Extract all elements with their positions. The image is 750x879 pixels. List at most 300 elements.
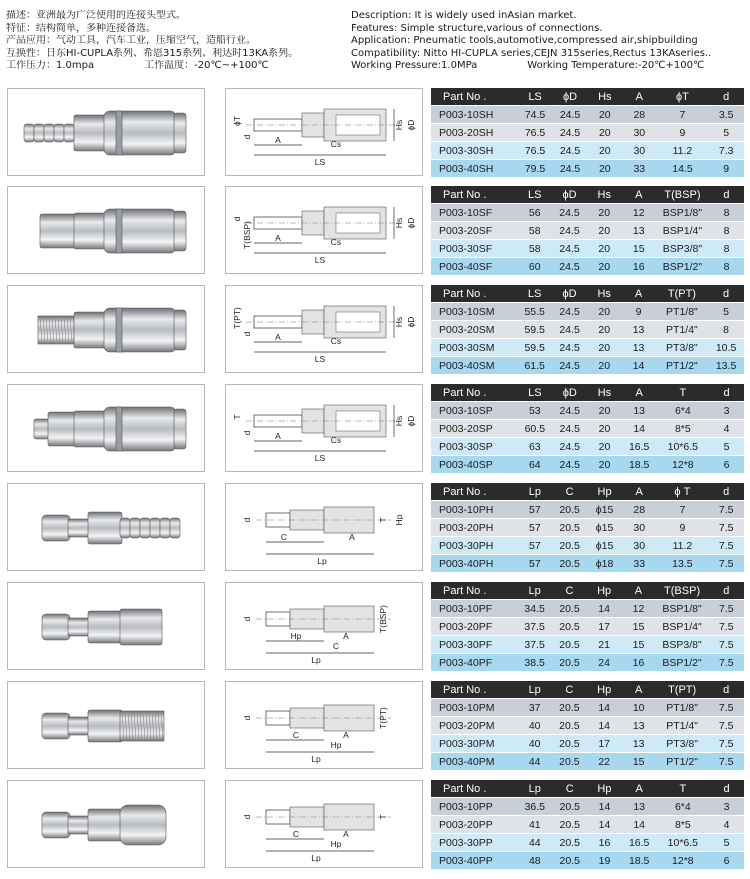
spec-value: 20.5 xyxy=(552,654,587,672)
spec-value: 5 xyxy=(709,834,744,852)
part-number: P003-20SF xyxy=(431,222,517,240)
spec-value: 20 xyxy=(587,303,621,321)
spec-value: 20.5 xyxy=(552,735,587,753)
spec-value: 20.5 xyxy=(552,555,587,573)
spec-value: 19 xyxy=(587,852,622,870)
spec-value: 20 xyxy=(588,124,623,142)
drawing-label: T(PT) xyxy=(378,707,388,729)
spec-value: 7.5 xyxy=(708,555,744,573)
table-header-row xyxy=(431,384,744,402)
spec-value: 63 xyxy=(517,438,552,456)
spec-value: 14 xyxy=(587,699,622,717)
spec-value: 20.5 xyxy=(552,537,587,555)
part-number: P003-20PP xyxy=(431,816,517,834)
column-header: Part No . xyxy=(431,186,517,204)
table-header-row xyxy=(431,285,744,303)
spec-value: 57 xyxy=(518,537,553,555)
spec-value: 5 xyxy=(709,438,744,456)
column-header: Hs xyxy=(587,285,621,303)
spec-value: 24.5 xyxy=(553,124,588,142)
drawing-label: C xyxy=(292,730,300,740)
spec-value: 7 xyxy=(657,106,709,124)
spec-value: 3.5 xyxy=(708,106,744,124)
table-row xyxy=(431,321,744,339)
column-header: T(PT) xyxy=(656,681,709,699)
product-row xyxy=(0,88,750,178)
drawing-label: A xyxy=(343,730,349,740)
drawing-label: C xyxy=(292,829,300,839)
spec-value: 7.5 xyxy=(708,501,744,519)
spec-table xyxy=(431,186,744,275)
drawing-label: Lp xyxy=(311,754,321,764)
spec-value: 37 xyxy=(517,699,551,717)
spec-value: 28 xyxy=(622,501,656,519)
column-header: C xyxy=(552,681,587,699)
spec-value: 8 xyxy=(709,222,744,240)
spec-value: 20.5 xyxy=(552,717,587,735)
drawing-label: A xyxy=(343,631,349,641)
spec-value: 20 xyxy=(587,420,621,438)
spec-value: 8 xyxy=(708,321,744,339)
spec-value: 14 xyxy=(587,600,621,618)
drawing-label: Hp xyxy=(290,631,302,641)
cn-line: 描述：亚洲最为广泛使用的连接头型式。 xyxy=(6,10,186,21)
spec-value: PT1/2" xyxy=(656,357,708,375)
spec-value: 5 xyxy=(708,303,744,321)
column-header: LS xyxy=(517,384,552,402)
spec-value: 18.5 xyxy=(622,852,657,870)
column-header: ϕT xyxy=(657,88,709,106)
drawing-label: C xyxy=(332,641,340,651)
drawing-label: Cs xyxy=(330,435,342,445)
spec-value: BSP1/4" xyxy=(656,618,709,636)
part-number: P003-10PM xyxy=(431,699,517,717)
spec-value: 20 xyxy=(588,106,623,124)
spec-value: 61.5 xyxy=(517,357,552,375)
spec-value: PT1/8" xyxy=(656,303,708,321)
spec-value: 11.2 xyxy=(656,537,708,555)
column-header: Lp xyxy=(517,780,552,798)
column-header: Lp xyxy=(517,681,551,699)
technical-drawing xyxy=(225,285,423,373)
spec-table xyxy=(431,582,744,671)
spec-value: 53 xyxy=(517,402,552,420)
part-number: P003-40SM xyxy=(431,357,517,375)
spec-value: BSP1/2" xyxy=(656,258,709,276)
table-row xyxy=(431,834,744,852)
spec-value: 20 xyxy=(587,240,622,258)
drawing-label: Lp xyxy=(317,556,327,566)
spec-value: 20.5 xyxy=(552,519,587,537)
spec-value: 9 xyxy=(656,519,708,537)
column-header: A xyxy=(622,780,657,798)
table-header-row xyxy=(431,780,744,798)
column-header: Part No . xyxy=(431,681,517,699)
spec-value: 24.5 xyxy=(552,420,587,438)
drawing-label: ϕD xyxy=(406,217,416,229)
spec-value: 8*5 xyxy=(657,816,709,834)
spec-value: BSP1/4" xyxy=(656,222,709,240)
spec-value: 24.5 xyxy=(552,456,587,474)
en-line: Application: Pneumatic tools,automotive,compressed air,shipbuilding xyxy=(351,35,698,46)
spec-value: 8 xyxy=(709,258,744,276)
spec-value: 24.5 xyxy=(552,240,587,258)
table-row xyxy=(431,204,744,222)
product-photo xyxy=(7,186,205,274)
spec-value: 57 xyxy=(518,501,553,519)
spec-value: ϕ18 xyxy=(587,555,622,573)
spec-value: 79.5 xyxy=(518,160,553,178)
column-header: A xyxy=(621,285,655,303)
drawing-label: Cs xyxy=(330,139,342,149)
drawing-label: d xyxy=(242,616,252,622)
spec-value: 64 xyxy=(517,456,552,474)
cn-line: 互换性：日东HI-CUPLA系列、希恩315系列、利达时13KA系列。 xyxy=(6,47,299,59)
column-header: A xyxy=(621,582,655,600)
spec-value: 24.5 xyxy=(552,402,587,420)
product-row xyxy=(0,681,750,771)
chinese-description xyxy=(6,10,346,73)
spec-value: 24.5 xyxy=(553,142,588,160)
table-header-row xyxy=(431,483,744,501)
column-header: Hs xyxy=(588,88,623,106)
drawing-label: d xyxy=(242,814,252,820)
cn-line: 产品应用：气动工具，汽车工业，压缩空气，造船行业。 xyxy=(6,35,256,46)
part-number: P003-30PF xyxy=(431,636,517,654)
column-header: A xyxy=(621,681,655,699)
column-header: A xyxy=(622,88,656,106)
column-header: ϕD xyxy=(552,384,587,402)
table-row xyxy=(431,339,744,357)
spec-value: 7 xyxy=(656,501,708,519)
column-header: A xyxy=(622,384,657,402)
drawing-label: T xyxy=(232,414,242,420)
spec-value: 13.5 xyxy=(708,357,744,375)
drawing-label: T xyxy=(378,814,388,820)
technical-drawing xyxy=(225,681,423,769)
product-photo xyxy=(7,483,205,571)
product-photo xyxy=(7,780,205,868)
drawing-label: Hp xyxy=(330,740,342,750)
spec-value: 11.2 xyxy=(657,142,709,160)
spec-value: 15 xyxy=(621,753,655,771)
column-header: Hp xyxy=(587,780,622,798)
spec-value: 6 xyxy=(709,456,744,474)
spec-value: 15 xyxy=(621,636,655,654)
spec-value: 20.5 xyxy=(552,699,587,717)
spec-value: 4 xyxy=(709,816,744,834)
spec-value: 16.5 xyxy=(622,834,657,852)
spec-value: 7.5 xyxy=(708,717,744,735)
spec-table xyxy=(431,483,744,572)
spec-value: 14 xyxy=(621,357,655,375)
spec-value: BSP3/8" xyxy=(656,240,709,258)
spec-value: 14 xyxy=(622,816,657,834)
column-header: ϕD xyxy=(552,186,587,204)
spec-value: 59.5 xyxy=(517,339,552,357)
drawing-label: ϕD xyxy=(406,415,416,427)
spec-value: BSP3/8" xyxy=(656,636,709,654)
drawing-label: LS xyxy=(314,255,326,265)
drawing-label: Hs xyxy=(394,415,404,427)
column-header: d xyxy=(708,285,744,303)
part-number: P003-40PM xyxy=(431,753,517,771)
drawing-label: Cs xyxy=(330,237,342,247)
spec-value: 34.5 xyxy=(517,600,552,618)
spec-value: 21 xyxy=(587,636,621,654)
part-number: P003-10PH xyxy=(431,501,518,519)
en-temperature: Working Temperature:-20℃+100℃ xyxy=(527,60,705,71)
spec-value: 76.5 xyxy=(518,142,553,160)
en-line: Description: It is widely used inAsian market. xyxy=(351,10,577,21)
column-header: Hp xyxy=(587,582,621,600)
spec-value: 13 xyxy=(622,798,657,816)
part-number: P003-20SP xyxy=(431,420,517,438)
spec-value: 57 xyxy=(518,519,553,537)
product-row xyxy=(0,186,750,276)
spec-value: 10*6.5 xyxy=(657,834,709,852)
part-number: P003-10SM xyxy=(431,303,517,321)
spec-value: ϕ15 xyxy=(587,519,622,537)
column-header: d xyxy=(709,582,744,600)
drawing-label: d xyxy=(242,331,252,337)
product-photo xyxy=(7,88,205,176)
column-header: Lp xyxy=(517,582,552,600)
part-number: P003-10SP xyxy=(431,402,517,420)
product-photo xyxy=(7,384,205,472)
spec-value: 20.5 xyxy=(552,816,587,834)
table-header-row xyxy=(431,582,744,600)
part-number: P003-20PM xyxy=(431,717,517,735)
spec-value: 4 xyxy=(709,420,744,438)
spec-value: 56 xyxy=(517,204,552,222)
spec-value: 6 xyxy=(709,852,744,870)
spec-value: 24 xyxy=(587,654,621,672)
spec-value: 20.5 xyxy=(552,852,587,870)
part-number: P003-30SP xyxy=(431,438,517,456)
spec-value: 6*4 xyxy=(657,798,709,816)
part-number: P003-40SP xyxy=(431,456,517,474)
spec-value: 20.5 xyxy=(552,600,587,618)
table-row xyxy=(431,852,744,870)
spec-value: 6*4 xyxy=(657,402,709,420)
column-header: C xyxy=(552,483,587,501)
spec-value: 15 xyxy=(622,240,656,258)
column-header: Part No . xyxy=(431,88,518,106)
spec-value: 20 xyxy=(587,402,621,420)
spec-value: 7.5 xyxy=(709,636,744,654)
drawing-label: A xyxy=(343,829,349,839)
drawing-label: d xyxy=(242,517,252,523)
spec-value: 20 xyxy=(588,142,623,160)
column-header: T(BSP) xyxy=(656,582,709,600)
spec-value: 24.5 xyxy=(552,357,587,375)
spec-value: PT1/8" xyxy=(656,699,709,717)
spec-value: 20 xyxy=(587,456,621,474)
spec-value: 24.5 xyxy=(553,160,588,178)
table-row xyxy=(431,303,744,321)
spec-value: 44 xyxy=(517,834,552,852)
drawing-label: Hs xyxy=(394,217,404,229)
part-number: P003-10PP xyxy=(431,798,517,816)
spec-value: PT3/8" xyxy=(656,339,708,357)
spec-value: 18.5 xyxy=(622,456,657,474)
spec-value: 17 xyxy=(587,618,621,636)
spec-value: 24.5 xyxy=(552,339,587,357)
spec-value: 13 xyxy=(622,402,657,420)
table-row xyxy=(431,636,744,654)
spec-table xyxy=(431,285,744,374)
part-number: P003-40PP xyxy=(431,852,517,870)
part-number: P003-20SM xyxy=(431,321,517,339)
spec-value: 36.5 xyxy=(517,798,552,816)
table-row xyxy=(431,258,744,276)
column-header: T(PT) xyxy=(656,285,708,303)
spec-value: 20 xyxy=(588,160,623,178)
column-header: C xyxy=(552,582,587,600)
cn-pressure-temperature xyxy=(6,60,346,73)
spec-value: 48 xyxy=(517,852,552,870)
spec-value: 40 xyxy=(517,717,551,735)
technical-drawing xyxy=(225,186,423,274)
spec-value: 20 xyxy=(587,321,621,339)
table-row xyxy=(431,717,744,735)
spec-value: PT1/4" xyxy=(656,321,708,339)
part-number: P003-30PH xyxy=(431,537,518,555)
spec-value: 58 xyxy=(517,222,552,240)
column-header: T(BSP) xyxy=(656,186,709,204)
drawing-label: T(BSP) xyxy=(378,605,388,633)
spec-table xyxy=(431,681,744,770)
cn-pressure: 工作压力：1.0mpa xyxy=(6,60,95,71)
drawing-label: d xyxy=(242,134,252,140)
spec-value: 14 xyxy=(587,798,622,816)
spec-value: 60 xyxy=(517,258,552,276)
drawing-label: LS xyxy=(314,157,326,167)
spec-value: 13 xyxy=(621,339,655,357)
spec-value: 20 xyxy=(587,204,622,222)
spec-value: 9 xyxy=(657,124,709,142)
spec-value: 13 xyxy=(621,735,655,753)
spec-value: 12*8 xyxy=(657,852,709,870)
spec-value: 41 xyxy=(517,816,552,834)
column-header: ϕD xyxy=(553,88,588,106)
column-header: Part No . xyxy=(431,582,517,600)
part-number: P003-30PM xyxy=(431,735,517,753)
column-header: Part No . xyxy=(431,384,517,402)
part-number: P003-30SM xyxy=(431,339,517,357)
spec-value: 8*5 xyxy=(657,420,709,438)
table-row xyxy=(431,402,744,420)
product-row xyxy=(0,483,750,573)
spec-value: 7.5 xyxy=(708,699,744,717)
part-number: P003-40PF xyxy=(431,654,517,672)
product-photo xyxy=(7,285,205,373)
spec-value: 20.5 xyxy=(552,798,587,816)
column-header: Part No . xyxy=(431,483,518,501)
part-number: P003-40PH xyxy=(431,555,518,573)
table-row xyxy=(431,124,744,142)
cn-line: 特征：结构简单，多种连接备选。 xyxy=(6,22,156,34)
spec-value: 16 xyxy=(587,834,622,852)
spec-table xyxy=(431,88,744,177)
part-number: P003-10SH xyxy=(431,106,518,124)
part-number: P003-30PP xyxy=(431,834,517,852)
spec-value: 16 xyxy=(621,654,655,672)
part-number: P003-40SF xyxy=(431,258,517,276)
column-header: ϕD xyxy=(552,285,587,303)
part-number: P003-20SH xyxy=(431,124,518,142)
part-number: P003-10SF xyxy=(431,204,517,222)
drawing-label: A xyxy=(275,233,281,243)
spec-value: 30 xyxy=(622,142,656,160)
spec-value: 20.5 xyxy=(552,834,587,852)
spec-value: 7.5 xyxy=(709,600,744,618)
drawing-label: LS xyxy=(314,354,326,364)
table-row xyxy=(431,420,744,438)
table-row xyxy=(431,654,744,672)
spec-value: 20.5 xyxy=(552,618,587,636)
spec-value: 55.5 xyxy=(517,303,552,321)
product-photo xyxy=(7,582,205,670)
spec-value: 24.5 xyxy=(552,438,587,456)
spec-value: 24.5 xyxy=(552,321,587,339)
table-row xyxy=(431,519,744,537)
en-line: Features: Simple structure,various of connections. xyxy=(351,22,603,34)
spec-value: PT3/8" xyxy=(656,735,709,753)
spec-value: 10.5 xyxy=(708,339,744,357)
spec-value: 24.5 xyxy=(552,303,587,321)
spec-value: 14 xyxy=(587,816,622,834)
table-row xyxy=(431,555,744,573)
drawing-label: Lp xyxy=(311,655,321,665)
spec-value: 8 xyxy=(709,240,744,258)
column-header: d xyxy=(708,88,744,106)
table-row xyxy=(431,816,744,834)
en-pressure-temperature xyxy=(351,60,747,73)
product-row xyxy=(0,285,750,375)
drawing-label: Cs xyxy=(330,336,342,346)
drawing-label: C xyxy=(280,532,288,542)
spec-value: 30 xyxy=(622,537,656,555)
spec-value: 38.5 xyxy=(517,654,552,672)
column-header: A xyxy=(622,483,656,501)
part-number: P003-30SF xyxy=(431,240,517,258)
column-header: d xyxy=(709,384,744,402)
table-row xyxy=(431,735,744,753)
spec-value: 22 xyxy=(587,753,622,771)
spec-value: 9 xyxy=(708,160,744,178)
spec-header xyxy=(0,0,750,76)
table-row xyxy=(431,142,744,160)
spec-value: 28 xyxy=(622,106,656,124)
technical-drawing xyxy=(225,88,423,176)
spec-value: 3 xyxy=(709,798,744,816)
drawing-label: d xyxy=(242,430,252,436)
spec-value: PT1/4" xyxy=(656,717,709,735)
drawing-label: d xyxy=(242,715,252,721)
drawing-label: ϕD xyxy=(406,119,416,131)
drawing-label: T xyxy=(378,517,388,523)
spec-value: 13 xyxy=(621,321,655,339)
column-header: d xyxy=(708,681,744,699)
column-header: T xyxy=(657,384,709,402)
spec-value: ϕ15 xyxy=(587,537,622,555)
spec-value: 7.5 xyxy=(708,519,744,537)
technical-drawing xyxy=(225,483,423,571)
column-header: Part No . xyxy=(431,285,517,303)
column-header: LS xyxy=(518,88,553,106)
